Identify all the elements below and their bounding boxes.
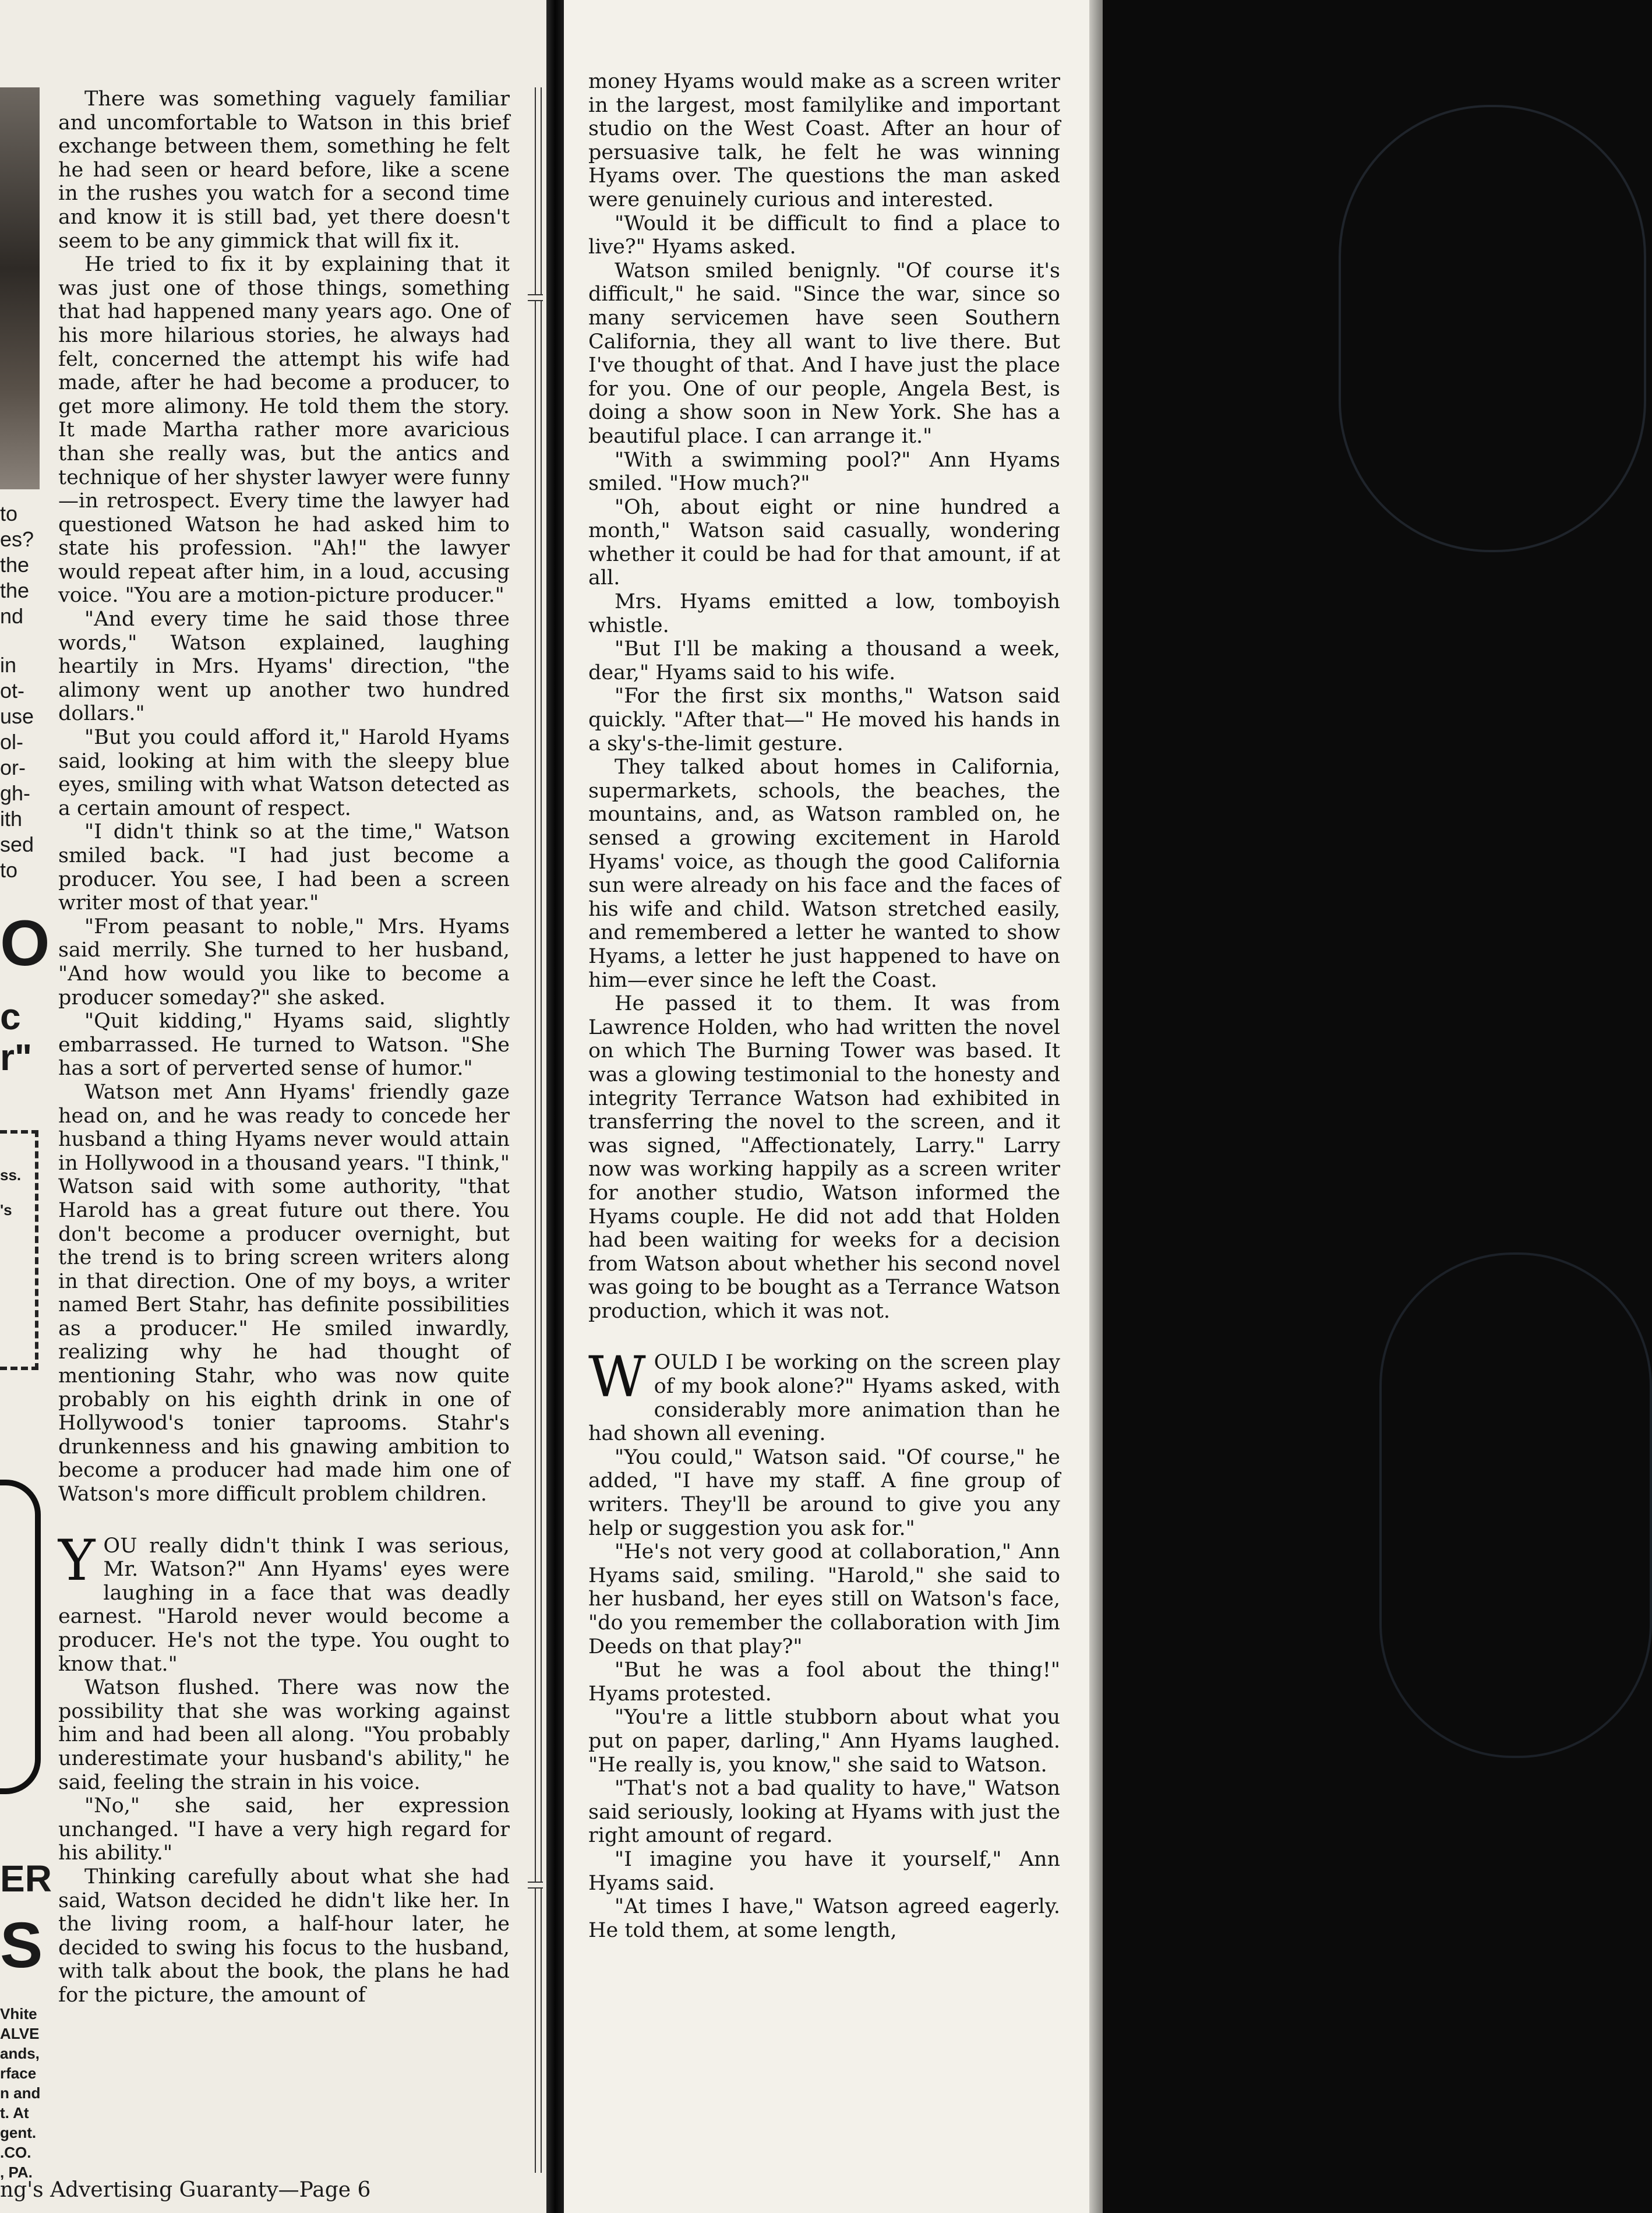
story-column-right xyxy=(588,70,1060,1942)
show-through-artwork xyxy=(1379,1252,1652,1758)
ad-oval xyxy=(0,1480,41,1794)
paragraph: "At times I have," Watson agreed eagerly. He told them, at some length, xyxy=(588,1895,1060,1942)
paragraph: Mrs. Hyams emitted a low, tomboyish whistle. xyxy=(588,590,1060,637)
right-page xyxy=(564,0,1089,2213)
column-rule-mark xyxy=(528,294,543,301)
photo-fragment xyxy=(0,87,40,489)
ad-fragment: rface xyxy=(0,2064,37,2082)
book-gutter xyxy=(546,0,564,2213)
paragraph: "That's not a bad quality to have," Watson said seriously, looking at Hyams with just the right amount of regard. xyxy=(588,1777,1060,1848)
ad-fragment: ER xyxy=(0,1858,52,1900)
paragraph: "You could," Watson said. "Of course," he added, "I have my staff. A fine group of writers. They'll be around to give you any help or suggestion you ask for." xyxy=(588,1445,1060,1540)
paragraph: He tried to fix it by explaining that it was just one of those things, something that had happened many years ago. One of his more hilarious stories, he always had felt, concerned the attempt his wife had made, after he had become a producer, to get more alimony. He told them the story. It made Martha rather more avaricious than she really was, but the antics and technique of her shyster lawyer were funny—in retrospect. Every time the lawyer had questioned Watson he had asked him to state his profession. "Ah!" the lawyer would repeat after him, in a loud, accusing voice. "You are a motion-picture producer." xyxy=(58,253,510,608)
ad-fragment: r" xyxy=(0,1036,33,1078)
paragraph: "With a swimming pool?" Ann Hyams smiled. "How much?" xyxy=(588,448,1060,496)
paragraph: There was something vaguely familiar and uncomfortable to Watson in this brief exchange between them, something he felt he had seen or heard before, like a scene in the rushes you watch for a second time and know it is still bad, yet there doesn't seem to be any gimmick that will fix it. xyxy=(58,87,510,253)
paragraph: "But you could afford it," Harold Hyams said, looking at him with the sleepy blue eyes, smiling with what Watson detected as a certain amount of respect. xyxy=(58,726,510,820)
margin-fragment: use xyxy=(0,704,34,728)
paragraph: He passed it to them. It was from Lawrence Holden, who had written the novel on which The Burning Tower was based. It was a glowing testimonial to the honesty and integrity Terrance Watson had exhibited in transferring the novel to the screen, and it was signed, "Affectionately, Larry." Larry now was working happily as a screen writer for another studio, Watson informed the Hyams couple. He did not add that Holden had been waiting for weeks for a decision from Watson about whether his second novel was going to be bought as a Terrance Watson production, which it was not. xyxy=(588,992,1060,1323)
ad-fragment: ALVE xyxy=(0,2025,40,2042)
paragraph: "Quit kidding," Hyams said, slightly embarrassed. He turned to Watson. "She has a sort of perverted sense of humor." xyxy=(58,1010,510,1081)
margin-fragment: to xyxy=(0,858,18,882)
paragraph: money Hyams would make as a screen writer in the largest, most familylike and important studio on the West Coast. After an hour of persuasive talk, he felt he was winning Hyams over. The questions the man asked were genuinely curious and interested. xyxy=(588,70,1060,211)
margin-fragment: es? xyxy=(0,527,34,551)
ad-fragment: , PA. xyxy=(0,2163,33,2181)
left-page xyxy=(0,0,546,2213)
column-rule xyxy=(535,87,542,2173)
ad-fragment: Vhite xyxy=(0,2005,37,2023)
page-footer: ng's Advertising Guaranty—Page 6 xyxy=(0,2178,371,2202)
section-opening xyxy=(58,1527,510,1676)
paragraph: Watson met Ann Hyams' friendly gaze head on, and he was ready to concede her husband a thing Hyams never would attain in Hollywood in a thousand years. "I think," Watson said with some authority, "that Harold has a great future out there. You don't become a producer overnight, but the trend is to bring screen writers along in that direction. One of my boys, a writer named Bert Stahr, has definite possibilities as a producer." He smiled inwardly, realizing why he had thought of mentioning Stahr, who was now quite probably on his eighth drink in one of Hollywood's tonier taprooms. Stahr's drunkenness and his gnawing ambition to become a producer had made him one of Watson's more difficult problem children. xyxy=(58,1080,510,1506)
margin-fragment: nd xyxy=(0,604,24,628)
paragraph: "I imagine you have it yourself," Ann Hyams said. xyxy=(588,1847,1060,1895)
paragraph-text: OULD I be working on the screen play of my book alone?" Hyams asked, with considerably more animation than he had shown all evening. xyxy=(588,1351,1060,1446)
drop-cap: W xyxy=(588,1344,646,1410)
paragraph: "No," she said, her expression unchanged. "I have a very high regard for his ability." xyxy=(58,1794,510,1865)
ad-fragment: S xyxy=(0,1910,43,1981)
paragraph: "For the first six months," Watson said quickly. "After that—" He moved his hands in a sky's-the-limit gesture. xyxy=(588,684,1060,756)
ad-fragment: ss. xyxy=(0,1166,22,1184)
ad-fragment: .CO. xyxy=(0,2144,31,2161)
paragraph: "And every time he said those three words," Watson explained, laughing heartily in Mrs. Hyams' direction, "the alimony went up another two hundred dollars." xyxy=(58,608,510,726)
margin-fragment: the xyxy=(0,553,30,577)
ad-fragment: t. At xyxy=(0,2104,29,2122)
margin-fragment: the xyxy=(0,578,30,602)
margin-fragment: or- xyxy=(0,756,26,779)
margin-fragment: sed xyxy=(0,832,34,856)
paragraph: "But I'll be making a thousand a week, dear," Hyams said to his wife. xyxy=(588,637,1060,684)
margin-fragment: ith xyxy=(0,807,23,831)
margin-fragment: ot- xyxy=(0,679,25,703)
story-column-left xyxy=(58,87,510,2007)
ad-fragment: 's xyxy=(0,1201,12,1219)
margin-fragment: to xyxy=(0,502,18,525)
next-page-edge xyxy=(1089,0,1103,2213)
paragraph: They talked about homes in California, supermarkets, schools, the beaches, the mountains, and, as Watson rambled on, he sensed a growing excitement in Harold Hyams' voice, as though the good California sun were already on his face and the faces of his wife and child. Watson stretched easily, and remembered a letter he wanted to show Hyams, a letter he just happened to have on him—ever since he left the Coast. xyxy=(588,756,1060,992)
ad-swirl: O xyxy=(0,908,50,979)
paragraph: "You're a little stubborn about what you put on paper, darling," Ann Hyams laughed. "He really is, you know," she said to Watson. xyxy=(588,1706,1060,1777)
margin-fragment: in xyxy=(0,653,17,677)
ad-fragment: ands, xyxy=(0,2045,40,2062)
margin-ad-strip xyxy=(0,501,52,2184)
paragraph: "From peasant to noble," Mrs. Hyams said merrily. She turned to her husband, "And how would you like to become a producer someday?" she asked. xyxy=(58,915,510,1010)
paragraph: Thinking carefully about what she had said, Watson decided he didn't like her. In the living room, a half-hour later, he decided to swing his focus to the husband, with talk about the book, the plans he had for the picture, the amount of xyxy=(58,1865,510,2007)
paragraph: "I didn't think so at the time," Watson smiled back. "I had just become a producer. You see, I had been a screen writer most of that year." xyxy=(58,820,510,915)
paragraph: "He's not very good at collaboration," Ann Hyams said, smiling. "Harold," she said to her husband, her eyes still on Watson's face, "do you remember the collaboration with Jim Deeds on that play?" xyxy=(588,1540,1060,1658)
drop-cap: Y xyxy=(58,1527,96,1593)
paragraph-text: OU really didn't think I was serious, Mr. Watson?" Ann Hyams' eyes were laughing in a face that was deadly earnest. "Harold never would become a producer. He's not the type. You ought to know that." xyxy=(58,1534,510,1676)
margin-fragment: ol- xyxy=(0,730,24,754)
show-through-artwork xyxy=(1339,105,1646,552)
paragraph: Watson flushed. There was now the possibility that she was working against him and had been all along. "You probably underestimate your husband's ability," he said, feeling the strain in his voice. xyxy=(58,1676,510,1794)
paragraph: "But he was a fool about the thing!" Hyams protested. xyxy=(588,1658,1060,1706)
ad-fragment: gent. xyxy=(0,2124,37,2141)
paragraph: "Oh, about eight or nine hundred a month," Watson said casually, wondering whether it could be had for that amount, if at all. xyxy=(588,495,1060,590)
paragraph: Watson smiled benignly. "Of course it's difficult," he said. "Since the war, since so many servicemen have seen Southern California, they all want to live there. But I've thought of that. And I have just the place for you. One of our people, Angela Best, is doing a show soon in New York. She has a beautiful place. I can arrange it." xyxy=(588,259,1060,448)
margin-fragment: gh- xyxy=(0,781,31,805)
ad-fragment: c xyxy=(0,996,21,1037)
ad-fragment: n and xyxy=(0,2084,41,2102)
column-rule-mark xyxy=(528,1882,543,1889)
paragraph: "Would it be difficult to find a place to live?" Hyams asked. xyxy=(588,211,1060,259)
section-opening xyxy=(588,1344,1060,1446)
